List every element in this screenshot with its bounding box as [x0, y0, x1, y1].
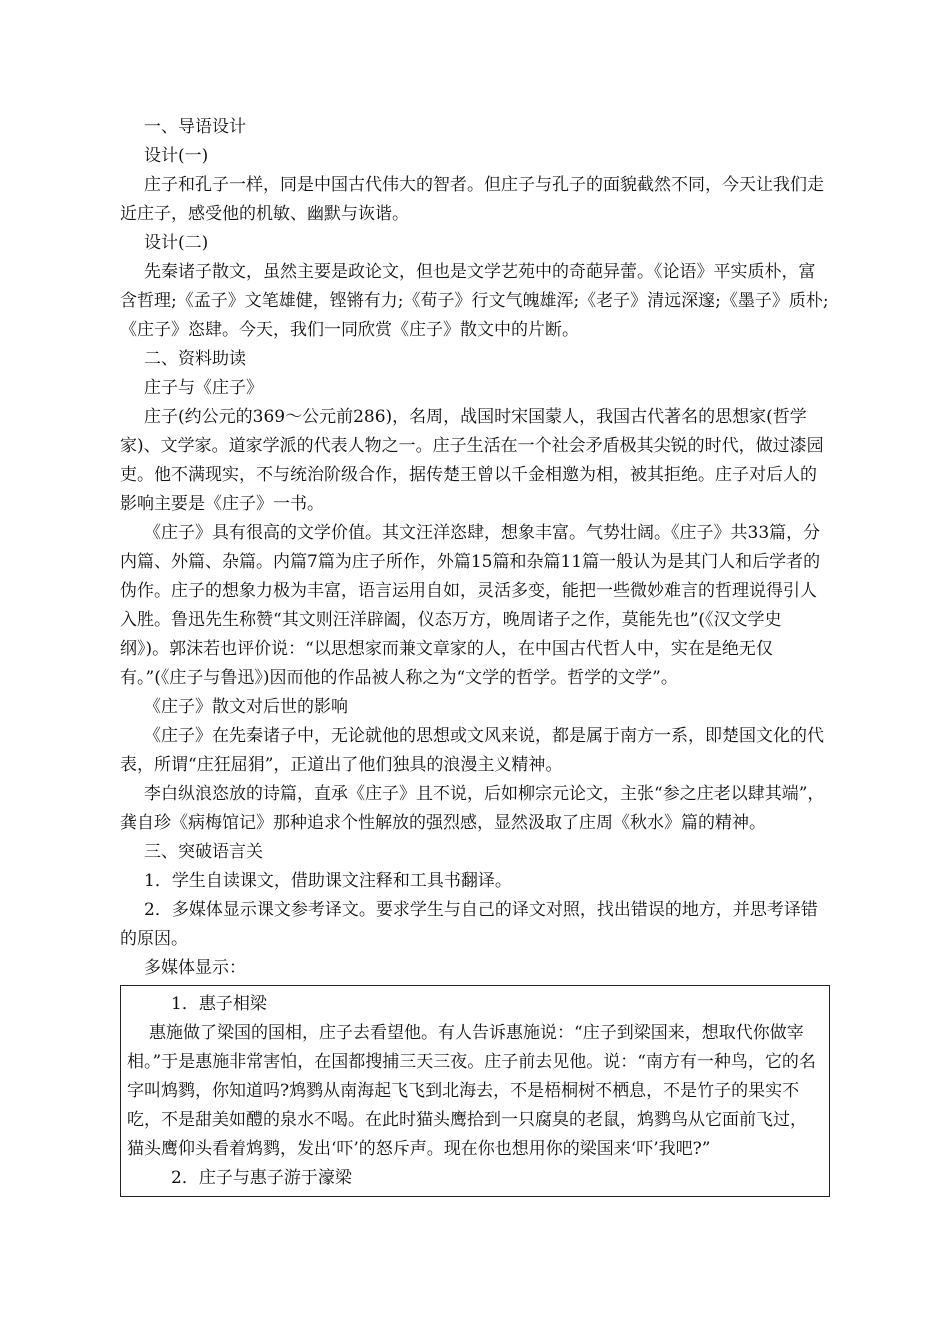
paragraph-southern-school: 《庄子》在先秦诸子中，无论就他的思想或文风来说，都是属于南方一系，即楚国文化的代表，所谓“庄狂屈狷”，正道出了他们独具的浪漫主义精神。 [120, 726, 824, 775]
paragraph-later-writers: 李白纵浪恣放的诗篇，直承《庄子》且不说，后如柳宗元论文，主张“参之庄老以肆其端”，龚自珍《病梅馆记》那种追求个性解放的强烈感，显然汲取了庄周《秋水》篇的精神。 [120, 784, 825, 833]
design-two-text: 先秦诸子散文，虽然主要是政论文，但也是文学艺苑中的奇葩异蕾。《论语》平实质朴，富含哲理;《孟子》文笔雄健，铿锵有力;《荀子》行文气魄雄浑;《老子》清远深邃;《墨子》质朴;《庄子》恣肆。今天，我们一同欣赏《庄子》散文中的片断。 [120, 262, 829, 340]
section-heading-language: 三、突破语言关 [144, 842, 263, 862]
design-two-label: 设计(二) [144, 233, 209, 253]
section-heading-materials: 二、资料助读 [144, 349, 246, 369]
translation-box [120, 985, 830, 1197]
document-body [120, 113, 830, 1197]
step-one: 1．学生自读课文，借助课文注释和工具书翻译。 [144, 871, 512, 891]
paragraph-literary-value: 《庄子》具有很高的文学价值。其文汪洋恣肆，想象丰富。气势壮阔。《庄子》共33篇，分内篇、外篇、杂篇。内篇7篇为庄子所作，外篇15篇和杂篇11篇一般认为是其门人和后学者的伪作。庄子的想象力极为丰富，语言运用自如，灵活多变，能把一些微妙难言的哲理说得引人入胜。鲁迅先生称赞“其文则汪洋辟阖，仪态万方，晚周诸子之作，莫能先也”(《汉文学史纲》)。郭沫若也评价说：“以思想家而兼文章家的人，在中国古代哲人中，实在是绝无仅有。”(《庄子与鲁迅》)因而他的作品被人称之为“文学的哲学。哲学的文学”。 [120, 523, 821, 688]
design-one-text: 庄子和孔子一样，同是中国古代伟大的智者。但庄子与孔子的面貌截然不同，今天让我们走近庄子，感受他的机敏、幽默与诙谐。 [120, 175, 824, 224]
multimedia-label: 多媒体显示： [144, 958, 246, 978]
paragraph-biography: 庄子(约公元的369～公元前286)，名周，战国时宋国蒙人，我国古代著名的思想家(哲学家)、文学家。道家学派的代表人物之一。庄子生活在一个社会矛盾极其尖锐的时代，做过漆园吏。他不满现实，不与统治阶级合作，据传楚王曾以千金相邀为相，被其拒绝。庄子对后人的影响主要是《庄子》一书。 [120, 407, 824, 514]
subheading-zhuangzi: 庄子与《庄子》 [144, 378, 263, 398]
box-item-one-text: 惠施做了梁国的国相，庄子去看望他。有人告诉惠施说：“庄子到梁国来，想取代你做宰相。”于是惠施非常害怕，在国都搜捕三天三夜。庄子前去见他。说：“南方有一种鸟，它的名字叫鸩鹨，你知道吗?鸩鹨从南海起飞飞到北海去，不是梧桐树不栖息，不是竹子的果实不吃，不是甜美如醴的泉水不喝。在此时猫头鹰拾到一只腐臭的老鼠，鸩鹨鸟从它面前飞过，猫头鹰仰头看着鸩鹨，发出‘吓’的怒斥声。现在你也想用你的梁国来‘吓’我吧?” [127, 1023, 816, 1159]
design-one-label: 设计(一) [144, 146, 209, 166]
box-item-two-title: 2．庄子与惠子游于濠梁 [171, 1168, 352, 1188]
section-heading-intro: 一、导语设计 [144, 117, 246, 137]
step-two: 2．多媒体显示课文参考译文。要求学生与自己的译文对照，找出错误的地方，并思考译错的原因。 [120, 900, 818, 949]
box-item-one-title: 1．惠子相梁 [171, 994, 267, 1014]
subheading-influence: 《庄子》散文对后世的影响 [144, 697, 348, 717]
